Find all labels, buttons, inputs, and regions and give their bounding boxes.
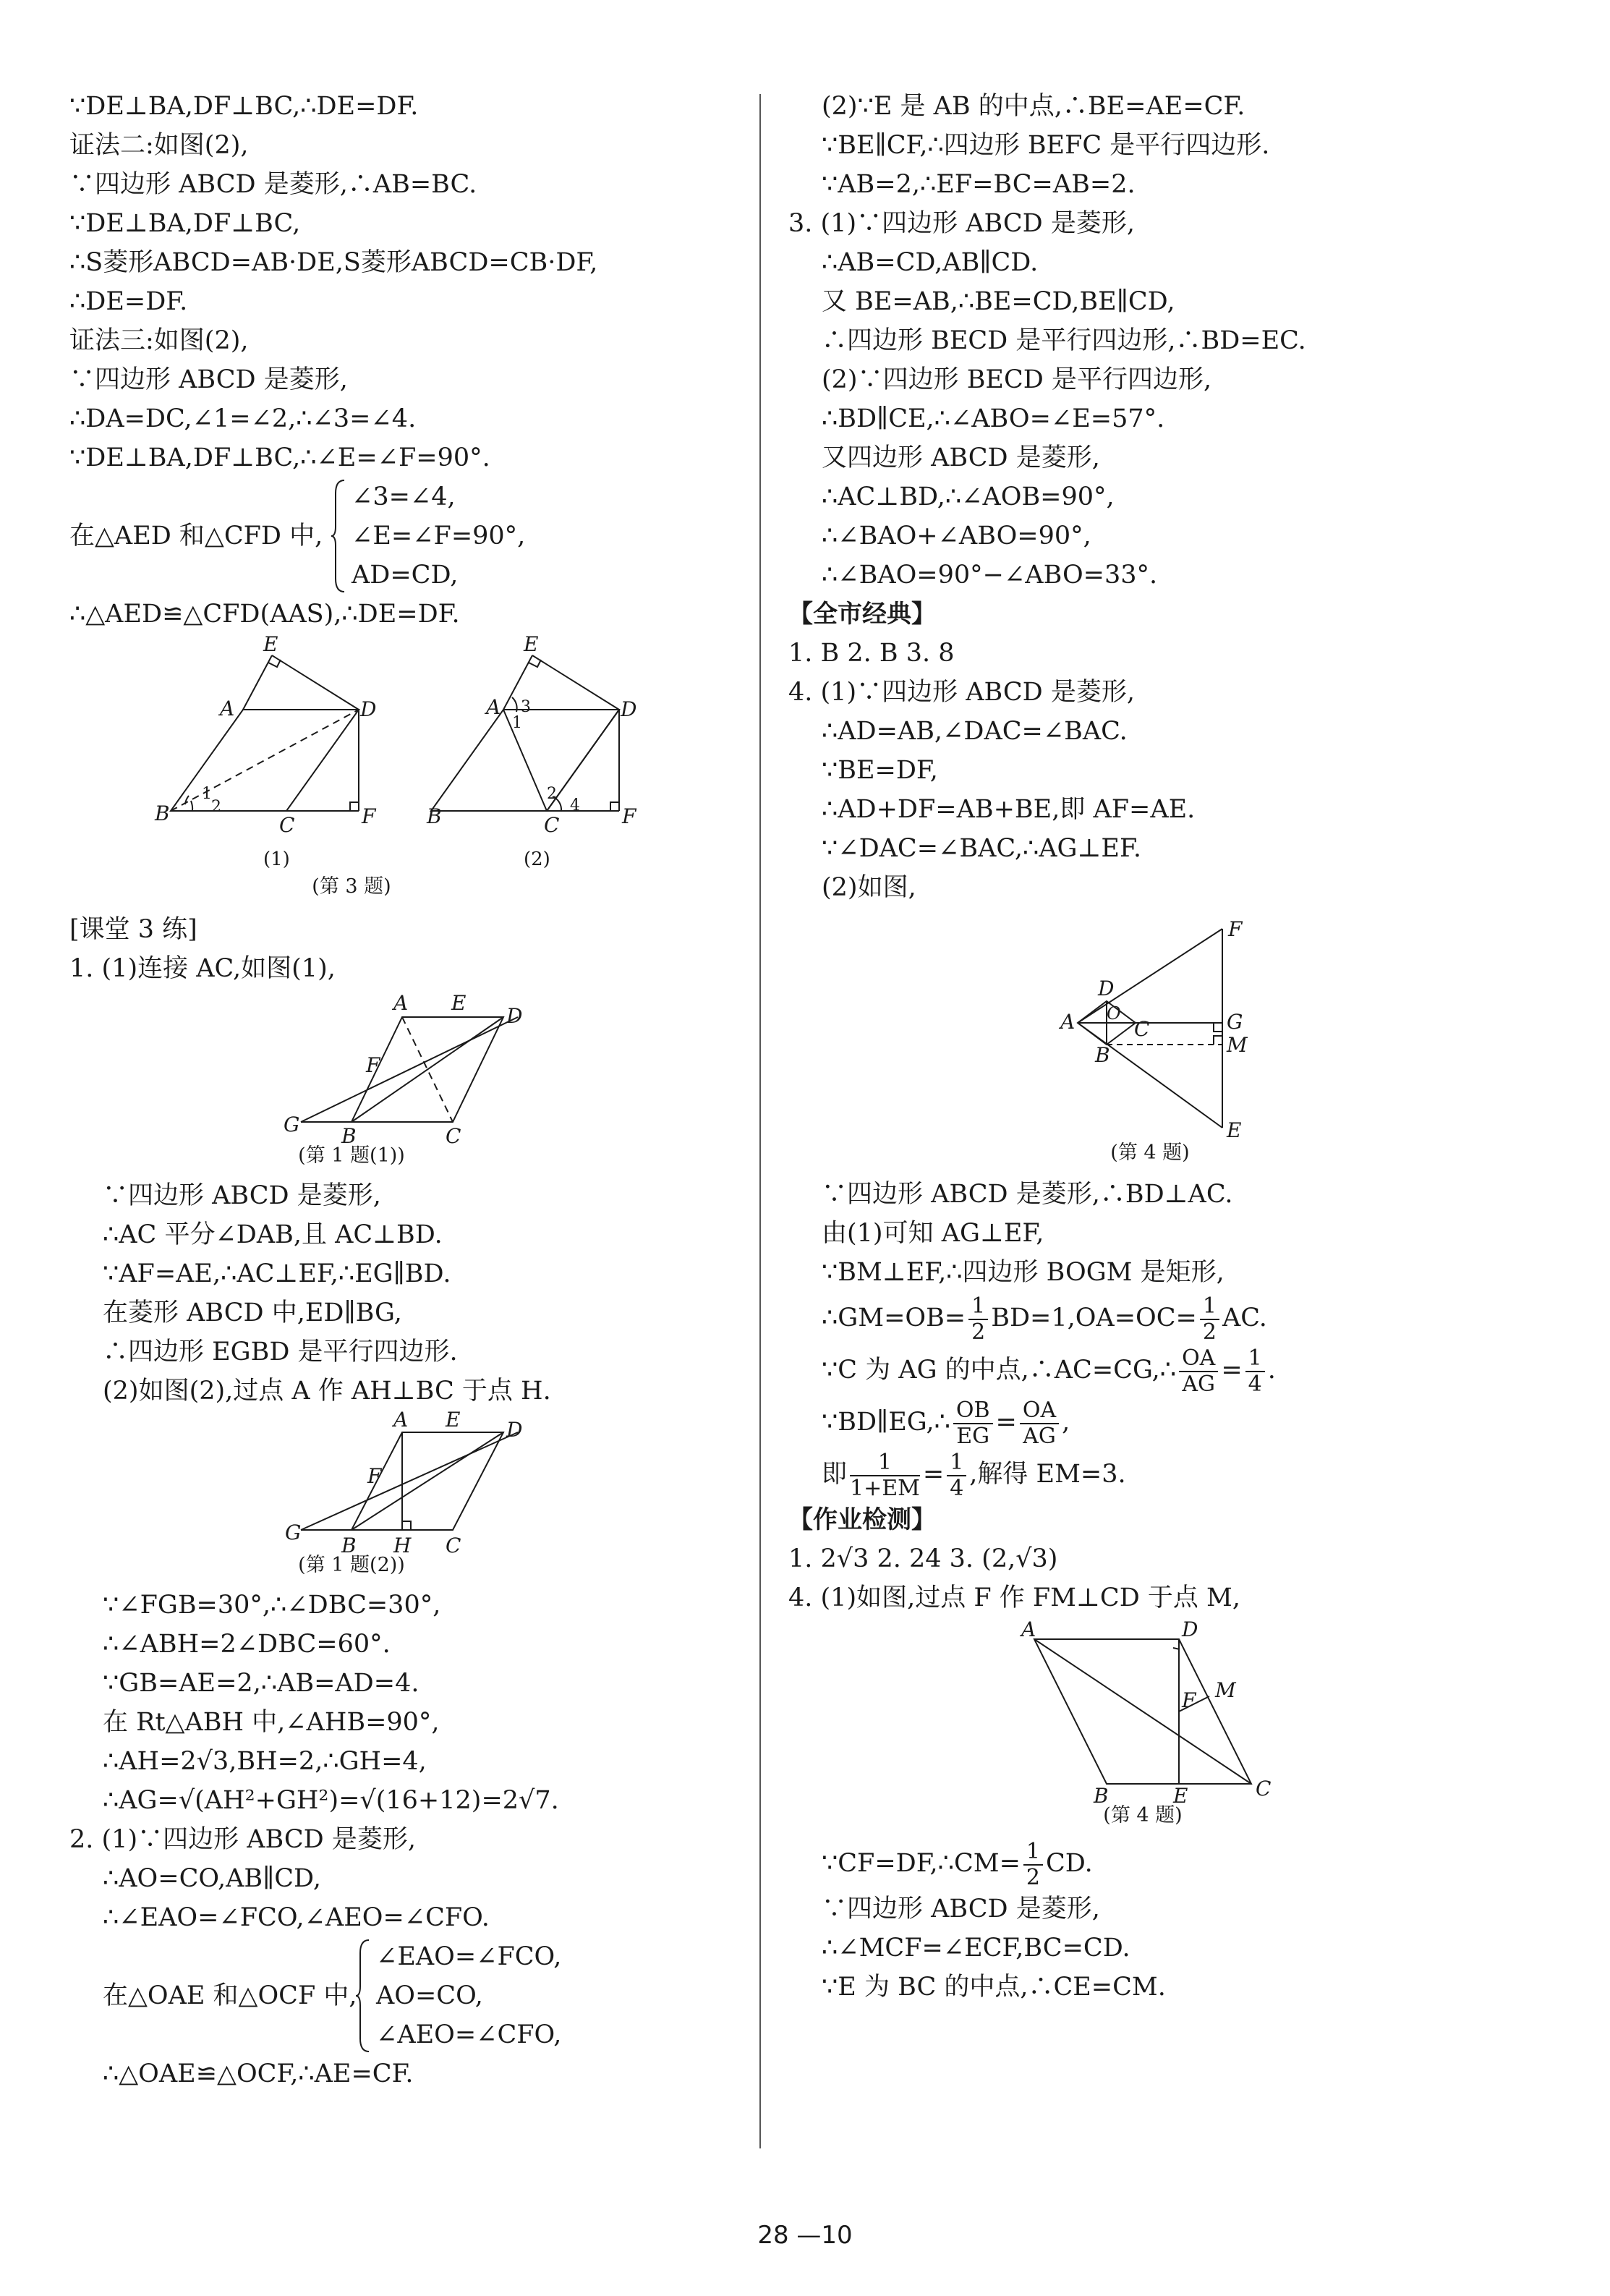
text-line: 在菱形 ABCD 中,ED∥BG, (103, 1298, 402, 1327)
system-item: AD=CD, (352, 561, 459, 590)
svg-text:D: D (1182, 1617, 1198, 1641)
text-segment: = (922, 1460, 945, 1489)
text-line: ∴AB=CD,AB∥CD. (822, 248, 1039, 277)
text-line: (2)如图, (822, 873, 916, 902)
svg-text:F: F (366, 1053, 380, 1077)
text-line: ∵DE⊥BA,DF⊥BC,∴DE=DF. (69, 92, 419, 121)
rhombus-figure-4a (788, 907, 1555, 1146)
fraction (953, 1398, 993, 1449)
left-brace-icon (356, 1939, 370, 2053)
text-line: ∵∠FGB=30°,∴∠DBC=30°, (103, 1591, 441, 1620)
text-line: ∴BD∥CE,∴∠ABO=∠E=57°. (822, 404, 1165, 433)
svg-text:D: D (506, 1004, 523, 1028)
text-line: 证法二:如图(2), (69, 131, 249, 160)
svg-text:G: G (1227, 1010, 1243, 1034)
fraction (1245, 1346, 1265, 1397)
column-divider (759, 94, 761, 2148)
svg-text:G: G (285, 1521, 302, 1544)
text-line: 由(1)可知 AG⊥EF, (822, 1219, 1044, 1248)
text-line: ∵四边形 ABCD 是菱形, (822, 1895, 1100, 1923)
rhombus-figure-4b (788, 1617, 1555, 1808)
fig3-sub1: (1) (263, 849, 290, 870)
svg-text:B: B (155, 802, 170, 825)
figure-caption: (第 1 题(2)) (298, 1554, 405, 1576)
text-segment: ∵BD∥EG,∴ (822, 1408, 950, 1437)
svg-text:A: A (1021, 1617, 1036, 1641)
figure-caption: (第 3 题) (312, 875, 391, 898)
svg-text:A: A (393, 1408, 409, 1432)
svg-text:F: F (622, 804, 636, 828)
left-block-4 (69, 1586, 735, 1820)
rhombus-figure-1-2 (69, 1408, 735, 1557)
text-line: ∵四边形 ABCD 是菱形, (103, 1181, 381, 1210)
text-line: (2)如图(2),过点 A 作 AH⊥BC 于点 H. (103, 1377, 551, 1406)
fraction (1200, 1294, 1219, 1345)
rhombus-figure-1-1 (69, 988, 735, 1148)
figure-4-a (788, 907, 1555, 1146)
svg-text:1: 1 (202, 785, 212, 803)
system-items (376, 1937, 561, 2054)
text-line: 又四边形 ABCD 是菱形, (822, 443, 1100, 472)
svg-text:C: C (446, 1124, 461, 1148)
svg-text:1: 1 (512, 714, 522, 732)
text-line: 在 Rt△ABH 中,∠AHB=90°, (103, 1708, 440, 1737)
svg-text:3: 3 (521, 698, 531, 716)
text-line: ∴DA=DC,∠1=∠2,∴∠3=∠4. (69, 404, 417, 433)
svg-text:4: 4 (570, 796, 580, 815)
text-line: 2. (1)∵四边形 ABCD 是菱形, (69, 1825, 416, 1854)
denominator: 1+EM (850, 1475, 920, 1501)
right-block-1 (788, 87, 1555, 595)
cf-equation-line (788, 1837, 1555, 1889)
left-brace-icon (331, 479, 346, 593)
text-line: 又 BE=AB,∴BE=CD,BE∥CD, (822, 287, 1175, 316)
text-segment: , (1062, 1408, 1070, 1437)
text-segment: ∵C 为 AG 的中点,∴AC=CG,∴ (822, 1356, 1177, 1385)
text-segment: = (1221, 1356, 1243, 1385)
text-segment: BD=1,OA=OC= (991, 1304, 1197, 1332)
text-line: ∴△AED≌△CFD(AAS),∴DE=DF. (69, 600, 460, 629)
text-line: (2)∵四边形 BECD 是平行四边形, (822, 365, 1212, 394)
text-segment: ∵CF=DF,∴CM= (822, 1849, 1021, 1878)
svg-text:E: E (263, 632, 278, 656)
left-column (69, 87, 735, 2093)
text-line: 1. B 2. B 3. 8 (788, 639, 955, 668)
text-line: ∵DE⊥BA,DF⊥BC,∴∠E=∠F=90°. (69, 443, 490, 472)
text-line: ∴DE=DF. (69, 287, 188, 316)
numerator: 1 (968, 1294, 988, 1320)
svg-text:F: F (362, 804, 376, 828)
figure-3 (69, 634, 735, 901)
text-line: 证法三:如图(2), (69, 326, 249, 355)
left-block-3 (69, 1176, 735, 1411)
svg-text:C: C (446, 1534, 461, 1557)
figure-4-b (788, 1617, 1555, 1808)
svg-text:B: B (341, 1534, 357, 1557)
system-label: 在△AED 和△CFD 中, (69, 522, 323, 550)
fraction (1020, 1398, 1059, 1449)
text-line: ∵AB=2,∴EF=BC=AB=2. (822, 170, 1136, 199)
numerator: 1 (850, 1450, 920, 1476)
svg-text:B: B (1095, 1043, 1110, 1067)
fraction (1023, 1840, 1043, 1890)
denominator: 2 (1026, 1864, 1040, 1890)
text-segment: . (1267, 1356, 1276, 1385)
svg-text:A: A (486, 695, 501, 719)
text-line: ∴∠ABH=2∠DBC=60°. (103, 1630, 391, 1659)
text-line: ∵GB=AE=2,∴AB=AD=4. (103, 1669, 419, 1698)
svg-text:F: F (1228, 917, 1243, 941)
svg-text:F: F (1182, 1688, 1196, 1712)
text-line: 3. (1)∵四边形 ABCD 是菱形, (788, 209, 1135, 238)
denominator: 2 (971, 1319, 986, 1345)
section-heading: 【全市经典】 (788, 600, 936, 629)
numerator: OA (1020, 1398, 1059, 1424)
text-segment: ,解得 EM=3. (969, 1460, 1126, 1489)
congruence-system-2 (103, 1937, 735, 2054)
svg-text:B: B (341, 1124, 357, 1148)
svg-text:C: C (1256, 1777, 1272, 1800)
text-line: 1. 2√3 2. 24 3. (2,√3) (788, 1544, 1058, 1573)
text-segment: 即 (822, 1460, 848, 1489)
svg-text:C: C (1134, 1017, 1150, 1041)
denominator: 4 (950, 1475, 964, 1501)
text-line: 4. (1)如图,过点 F 作 FM⊥CD 于点 M, (788, 1583, 1240, 1612)
text-line: ∴∠MCF=∠ECF,BC=CD. (822, 1934, 1130, 1963)
right-block-2 (788, 634, 1555, 907)
text-line: ∴AD+DF=AB+BE,即 AF=AE. (822, 795, 1196, 824)
text-line: ∴AC 平分∠DAB,且 AC⊥BD. (103, 1220, 443, 1249)
svg-text:2: 2 (547, 785, 557, 803)
bd-parallel-line (788, 1396, 1555, 1448)
right-block-3 (788, 1175, 1555, 1292)
numerator: OB (953, 1398, 993, 1424)
system-items (352, 477, 525, 595)
denominator: AG (1182, 1371, 1216, 1397)
fraction (947, 1450, 966, 1501)
svg-text:E: E (446, 1408, 461, 1432)
section-heading: 【作业检测】 (788, 1505, 936, 1534)
text-segment: CD. (1045, 1849, 1093, 1878)
system-item: ∠EAO=∠FCO, (376, 1942, 562, 1971)
left-block-1 (69, 87, 735, 477)
text-line: ∴AC⊥BD,∴∠AOB=90°, (822, 482, 1115, 511)
svg-text:D: D (360, 697, 377, 721)
svg-text:F: F (367, 1464, 382, 1488)
system-label: 在△OAE 和△OCF 中, (103, 1981, 357, 2010)
text-line: ∴S菱形ABCD=AB·DE,S菱形ABCD=CB·DF, (69, 248, 598, 277)
text-line: ∵DE⊥BA,DF⊥BC, (69, 209, 301, 238)
svg-text:A: A (393, 991, 409, 1015)
fig3-sub2: (2) (524, 849, 550, 870)
right-block-4 (788, 1889, 1555, 2007)
text-line: ∴四边形 EGBD 是平行四边形. (103, 1338, 458, 1366)
text-line: ∵E 为 BC 的中点,∴CE=CM. (822, 1973, 1166, 2002)
svg-text:M: M (1215, 1678, 1236, 1702)
text-line: ∵BM⊥EF,∴四边形 BOGM 是矩形, (822, 1258, 1224, 1287)
text-line: ∵四边形 ABCD 是菱形, (69, 365, 348, 394)
text-line: ∴∠BAO=90°−∠ABO=33°. (822, 561, 1158, 590)
svg-text:D: D (1098, 977, 1115, 1000)
system-item: AO=CO, (376, 1981, 483, 2010)
figure-caption: (第 1 题(1)) (298, 1144, 405, 1167)
svg-text:C: C (544, 813, 560, 837)
gm-equation-line (788, 1292, 1555, 1344)
text-line: ∴AH=2√3,BH=2,∴GH=4, (103, 1747, 427, 1776)
denominator: 2 (1202, 1319, 1217, 1345)
congruence-system-1 (69, 477, 735, 595)
system-item: ∠E=∠F=90°, (352, 522, 526, 550)
text-line: ∵BE=DF, (822, 756, 938, 785)
fraction (850, 1450, 920, 1501)
numerator: 1 (1245, 1346, 1265, 1372)
svg-text:D: D (621, 697, 637, 721)
system-item: ∠3=∠4, (352, 482, 456, 511)
text-line: 4. (1)∵四边形 ABCD 是菱形, (788, 678, 1135, 707)
denominator: EG (956, 1423, 990, 1449)
svg-text:A: A (1060, 1010, 1076, 1034)
numerator: 1 (1023, 1840, 1043, 1866)
text-line: ∴AO=CO,AB∥CD, (103, 1864, 321, 1893)
text-line: ∵∠DAC=∠BAC,∴AG⊥EF. (822, 834, 1141, 863)
svg-text:H: H (393, 1534, 412, 1557)
left-block-5 (69, 1820, 735, 1937)
rhombus-figure-3 (69, 634, 735, 901)
text-line: ∴∠BAO+∠ABO=90°, (822, 522, 1091, 550)
figure-1-1 (69, 988, 735, 1148)
svg-text:G: G (284, 1113, 300, 1136)
text-segment: AC. (1222, 1304, 1267, 1332)
svg-text:M: M (1227, 1033, 1248, 1057)
figure-caption: (第 4 题) (1110, 1141, 1190, 1164)
text-line: ∵BE∥CF,∴四边形 BEFC 是平行四边形. (822, 131, 1270, 160)
svg-text:B: B (1094, 1784, 1109, 1808)
text-segment: ∴GM=OB= (822, 1304, 966, 1332)
svg-text:E: E (1173, 1784, 1188, 1808)
svg-text:E: E (524, 632, 539, 656)
figure-3-labels (154, 632, 637, 837)
numerator: 1 (947, 1450, 966, 1476)
text-line: ∴四边形 BECD 是平行四边形,∴BD=EC. (822, 326, 1306, 355)
c-midpoint-line (788, 1344, 1555, 1396)
svg-text:O: O (1107, 1003, 1121, 1024)
text-line: (2)∵E 是 AB 的中点,∴BE=AE=CF. (822, 92, 1245, 121)
text-line: ∴△OAE≌△OCF,∴AE=CF. (103, 2059, 414, 2088)
numerator: OA (1179, 1346, 1218, 1372)
text-line: ∵AF=AE,∴AC⊥EF,∴EG∥BD. (103, 1259, 451, 1288)
em-solution-line (788, 1448, 1555, 1500)
figure-caption: (第 4 题) (1103, 1804, 1183, 1827)
denominator: 4 (1248, 1371, 1262, 1397)
svg-text:B: B (427, 804, 442, 828)
text-line: ∴AG=√(AH²+GH²)=√(16+12)=2√7. (103, 1786, 559, 1815)
svg-text:E: E (451, 991, 467, 1015)
text-line: ∵四边形 ABCD 是菱形,∴AB=BC. (69, 170, 477, 199)
text-segment: = (995, 1408, 1017, 1437)
denominator: AG (1023, 1423, 1056, 1449)
text-line: ∵四边形 ABCD 是菱形,∴BD⊥AC. (822, 1180, 1233, 1209)
fraction (968, 1294, 988, 1345)
text-line: ∴AD=AB,∠DAC=∠BAC. (822, 717, 1128, 746)
text-line: ∴∠EAO=∠FCO,∠AEO=∠CFO. (103, 1903, 490, 1932)
svg-text:C: C (279, 813, 295, 837)
figure-1-2 (69, 1408, 735, 1557)
svg-text:2: 2 (211, 798, 221, 816)
fraction (1179, 1346, 1218, 1397)
page-number: 28 —10 (757, 2221, 853, 2250)
right-column (788, 87, 1555, 2007)
svg-text:D: D (506, 1418, 523, 1442)
text-line: 1. (1)连接 AC,如图(1), (69, 954, 336, 983)
svg-text:E: E (1227, 1118, 1242, 1142)
svg-text:A: A (220, 697, 235, 720)
section-heading: [课堂 3 练] (69, 915, 197, 944)
numerator: 1 (1200, 1294, 1219, 1320)
system-item: ∠AEO=∠CFO, (376, 2020, 562, 2049)
